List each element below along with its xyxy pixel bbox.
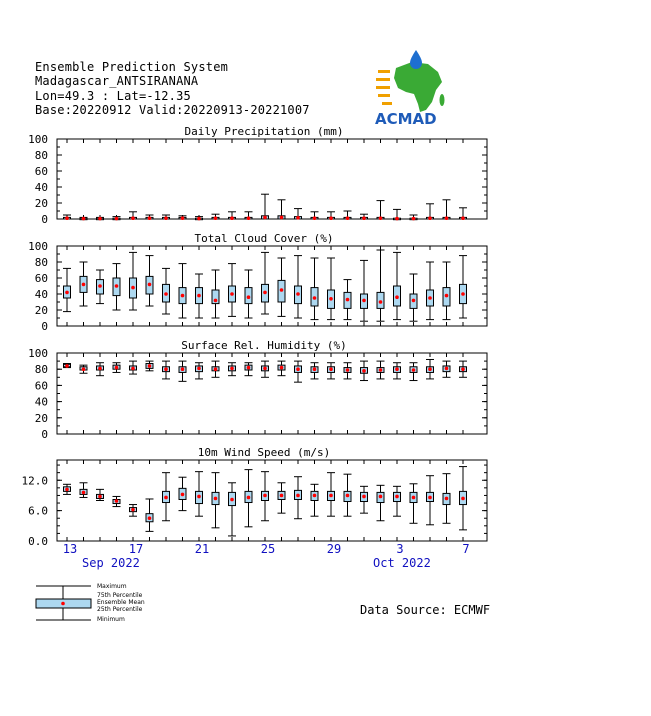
- y-tick-label: 40: [34, 288, 48, 301]
- x-tick-label: 17: [128, 542, 144, 556]
- y-tick-label: 100: [28, 347, 48, 360]
- panel-frame: [57, 460, 487, 541]
- x-tick-label: 29: [326, 542, 342, 556]
- mean-marker: [313, 367, 317, 371]
- y-tick-label: 20: [34, 411, 48, 425]
- mean-marker: [379, 495, 383, 499]
- mean-marker: [230, 498, 234, 502]
- mean-marker: [346, 298, 350, 302]
- mean-marker: [230, 292, 234, 296]
- panel-title: 10m Wind Speed (m/s): [197, 446, 331, 459]
- mean-marker: [214, 367, 218, 371]
- mean-marker: [362, 299, 366, 303]
- mean-marker: [461, 367, 465, 371]
- mean-marker: [214, 299, 218, 303]
- mean-marker: [115, 217, 119, 221]
- panel-title: Daily Precipitation (mm): [184, 125, 344, 138]
- mean-marker: [98, 217, 102, 221]
- y-tick-label: 80: [34, 363, 48, 377]
- panel-title: Surface Rel. Humidity (%): [181, 339, 347, 352]
- y-tick-label: 6.0: [28, 504, 48, 518]
- x-month-label: Sep 2022: [82, 556, 140, 570]
- mean-marker: [148, 216, 152, 220]
- mean-marker: [428, 496, 432, 500]
- mean-marker: [164, 216, 168, 220]
- mean-marker: [131, 216, 135, 220]
- mean-marker: [379, 216, 383, 220]
- y-tick-label: 100: [28, 240, 48, 253]
- mean-marker: [115, 366, 119, 370]
- mean-marker: [362, 495, 366, 499]
- mean-marker: [395, 217, 399, 221]
- mean-marker: [181, 216, 185, 220]
- mean-marker: [346, 216, 350, 220]
- y-tick-label: 40: [34, 395, 48, 409]
- mean-marker: [148, 516, 152, 520]
- x-month-label: Oct 2022: [373, 556, 431, 570]
- mean-marker: [296, 216, 300, 220]
- mean-marker: [65, 364, 69, 368]
- mean-marker: [148, 283, 152, 287]
- mean-marker: [214, 216, 218, 220]
- y-tick-label: 80: [34, 256, 48, 269]
- mean-marker: [313, 494, 317, 498]
- legend-mean-marker: [61, 602, 65, 606]
- mean-marker: [296, 367, 300, 371]
- mean-marker: [115, 499, 119, 503]
- mean-marker: [329, 297, 333, 301]
- mean-marker: [412, 299, 416, 303]
- legend-label-minimum: Minimum: [97, 616, 125, 623]
- mean-marker: [329, 367, 333, 371]
- y-tick-label: 60: [34, 379, 48, 393]
- mean-marker: [247, 366, 251, 370]
- data-source-label: Data Source: ECMWF: [360, 603, 491, 617]
- mean-marker: [82, 367, 86, 371]
- mean-marker: [428, 296, 432, 300]
- y-tick-label: 100: [28, 133, 48, 146]
- mean-marker: [98, 284, 102, 288]
- mean-marker: [164, 292, 168, 296]
- mean-marker: [263, 291, 267, 295]
- y-tick-label: 0: [41, 428, 48, 441]
- mean-marker: [296, 292, 300, 296]
- mean-marker: [346, 494, 350, 498]
- logo-text: ACMAD: [375, 110, 437, 128]
- mean-marker: [247, 295, 251, 299]
- header-line-3: Lon=49.3 : Lat=-12.35: [35, 89, 191, 103]
- mean-marker: [98, 495, 102, 499]
- mean-marker: [65, 291, 69, 295]
- mean-marker: [214, 497, 218, 501]
- mean-marker: [445, 294, 449, 298]
- mean-marker: [230, 216, 234, 220]
- legend-label-mean: Ensemble Mean: [97, 599, 145, 606]
- y-tick-label: 0: [41, 213, 48, 226]
- panel-frame: [57, 246, 487, 326]
- x-tick-label: 21: [194, 542, 210, 556]
- y-tick-label: 60: [34, 165, 48, 178]
- mean-marker: [197, 367, 201, 371]
- y-tick-label: 60: [34, 272, 48, 285]
- mean-marker: [247, 496, 251, 500]
- mean-marker: [131, 286, 135, 290]
- mean-marker: [445, 216, 449, 220]
- legend-label-75th: 75th Percentile: [97, 592, 143, 599]
- y-tick-label: 20: [34, 197, 48, 210]
- mean-marker: [181, 493, 185, 497]
- header-line-2: Madagascar_ANTSIRANANA: [35, 74, 199, 88]
- mean-marker: [412, 496, 416, 500]
- mean-marker: [296, 494, 300, 498]
- x-tick-label: 13: [62, 542, 78, 556]
- mean-marker: [428, 216, 432, 220]
- y-tick-label: 0: [41, 320, 48, 333]
- mean-marker: [131, 508, 135, 512]
- mean-marker: [263, 216, 267, 220]
- mean-marker: [181, 294, 185, 298]
- mean-marker: [280, 288, 284, 292]
- x-tick-label: 7: [462, 542, 470, 556]
- mean-marker: [263, 494, 267, 498]
- mean-marker: [445, 367, 449, 371]
- y-tick-label: 40: [34, 181, 48, 194]
- mean-marker: [412, 217, 416, 221]
- mean-marker: [115, 284, 119, 288]
- mean-marker: [197, 217, 201, 221]
- mean-marker: [329, 216, 333, 220]
- legend-label-25th: 25th Percentile: [97, 606, 143, 613]
- mean-marker: [230, 367, 234, 371]
- mean-marker: [379, 368, 383, 372]
- mean-marker: [280, 366, 284, 370]
- mean-marker: [461, 216, 465, 220]
- mean-marker: [164, 367, 168, 371]
- mean-marker: [247, 216, 251, 220]
- mean-marker: [329, 494, 333, 498]
- mean-marker: [461, 292, 465, 296]
- mean-marker: [181, 367, 185, 371]
- mean-marker: [197, 294, 201, 298]
- mean-marker: [412, 368, 416, 372]
- header-line-4: Base:20220912 Valid:20220913-20221007: [35, 103, 310, 117]
- y-tick-label: 80: [34, 149, 48, 162]
- x-tick-label: 3: [396, 542, 404, 556]
- y-tick-label: 12.0: [21, 474, 48, 488]
- mean-marker: [131, 367, 135, 371]
- mean-marker: [445, 497, 449, 501]
- mean-marker: [379, 300, 383, 304]
- mean-marker: [428, 367, 432, 371]
- mean-marker: [280, 494, 284, 498]
- mean-marker: [461, 497, 465, 501]
- mean-marker: [82, 283, 86, 287]
- panel-frame: [57, 353, 487, 434]
- mean-marker: [197, 495, 201, 499]
- panel-title: Total Cloud Cover (%): [194, 232, 334, 245]
- mean-marker: [395, 495, 399, 499]
- mean-marker: [65, 488, 69, 492]
- x-tick-label: 25: [260, 542, 276, 556]
- mean-marker: [313, 296, 317, 300]
- y-tick-label: 20: [34, 304, 48, 317]
- panel-frame: [57, 139, 487, 219]
- mean-marker: [362, 216, 366, 220]
- mean-marker: [148, 364, 152, 368]
- legend-label-maximum: Maximum: [97, 583, 127, 590]
- mean-marker: [280, 216, 284, 220]
- mean-marker: [362, 369, 366, 373]
- mean-marker: [346, 368, 350, 372]
- mean-marker: [98, 367, 102, 371]
- mean-marker: [313, 216, 317, 220]
- mean-marker: [395, 367, 399, 371]
- mean-marker: [395, 295, 399, 299]
- mean-marker: [65, 216, 69, 220]
- mean-marker: [164, 496, 168, 500]
- mean-marker: [82, 217, 86, 221]
- header-line-1: Ensemble Prediction System: [35, 60, 229, 74]
- mean-marker: [82, 491, 86, 495]
- y-tick-label: 0.0: [28, 535, 48, 548]
- mean-marker: [263, 367, 267, 371]
